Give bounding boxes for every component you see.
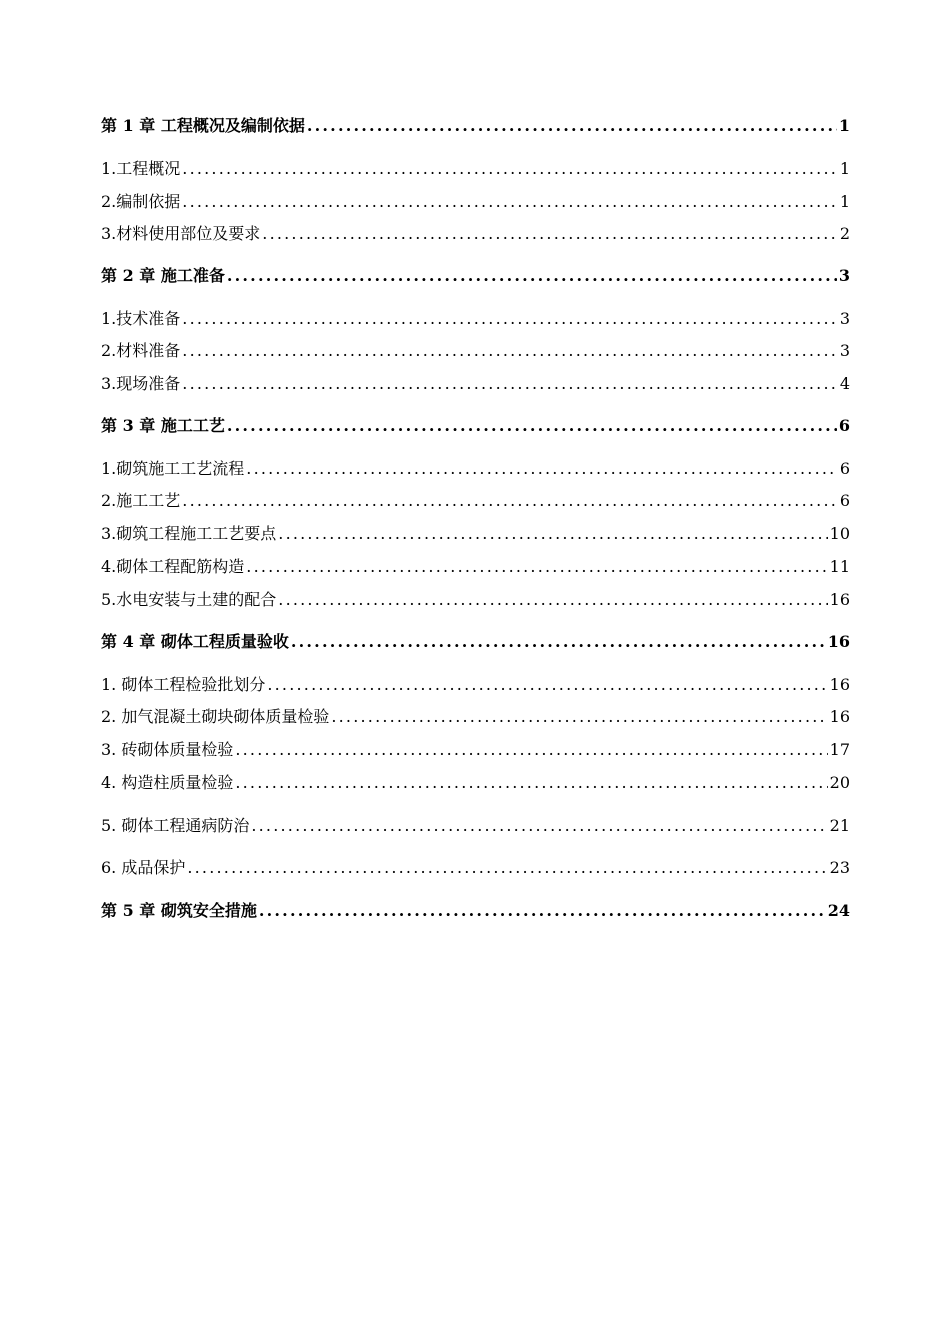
toc-chapter-2[interactable] (101, 264, 850, 288)
dot-leader (235, 771, 827, 795)
toc-entry[interactable] (101, 307, 850, 331)
dot-leader (246, 457, 838, 481)
toc-entry-label: 第 3 章 施工工艺 (101, 416, 225, 435)
toc-entry[interactable] (101, 555, 850, 579)
toc-entry-label: 第 1 章 工程概况及编制依据 (101, 116, 305, 135)
dot-leader (227, 264, 837, 288)
toc-entry-label: 第 5 章 砌筑安全措施 (101, 901, 257, 920)
toc-entry-label: 1.砌筑施工工艺流程 (101, 459, 245, 478)
toc-entry[interactable] (101, 190, 850, 214)
dot-leader (331, 705, 827, 729)
toc-entry-label: 1.工程概况 (101, 159, 181, 178)
toc-entry[interactable] (101, 222, 850, 246)
toc-entry-label: 4.砌体工程配筋构造 (101, 557, 245, 576)
dot-leader (307, 114, 837, 138)
dot-leader (267, 673, 827, 697)
toc-page-number: 6 (838, 416, 850, 435)
toc-page-number: 16 (829, 675, 850, 694)
toc-entry-label: 2.施工工艺 (101, 491, 181, 510)
toc-page-number: 16 (829, 707, 850, 726)
dot-leader (182, 157, 838, 181)
toc-entry-label: 3.材料使用部位及要求 (101, 224, 261, 243)
toc-entry-label: 1. 砌体工程检验批划分 (101, 675, 266, 694)
toc-page-number: 3 (839, 309, 850, 328)
dot-leader (182, 489, 838, 513)
toc-entry[interactable] (101, 738, 850, 762)
toc-entry-label: 3. 砖砌体质量检验 (101, 740, 234, 759)
dot-leader (278, 588, 827, 612)
toc-entry[interactable] (101, 522, 850, 546)
toc-entry-label: 5.水电安装与土建的配合 (101, 590, 277, 609)
toc-entry-label: 1.技术准备 (101, 309, 181, 328)
dot-leader (259, 899, 826, 923)
toc-entry-label: 5. 砌体工程通病防治 (101, 816, 250, 835)
toc-page-number: 6 (839, 459, 850, 478)
toc-chapter-3[interactable] (101, 414, 850, 438)
toc-page-number: 16 (827, 632, 850, 651)
toc-page-number: 11 (829, 557, 850, 576)
dot-leader (182, 372, 838, 396)
toc-entry-label: 2.材料准备 (101, 341, 181, 360)
toc-chapter-5[interactable] (101, 899, 850, 923)
toc-entry[interactable] (101, 157, 850, 181)
toc-entry-label: 3.砌筑工程施工工艺要点 (101, 524, 277, 543)
dot-leader (235, 738, 827, 762)
toc-entry[interactable] (101, 588, 850, 612)
toc-page-number: 20 (829, 773, 850, 792)
dot-leader (187, 856, 827, 880)
dot-leader (291, 630, 826, 654)
toc-entry[interactable] (101, 372, 850, 396)
toc-page-number: 21 (829, 816, 850, 835)
toc-entry-label: 3.现场准备 (101, 374, 181, 393)
toc-chapter-4[interactable] (101, 630, 850, 654)
dot-leader (251, 814, 827, 838)
toc-entry-label: 6. 成品保护 (101, 858, 186, 877)
toc-page-number: 1 (838, 116, 850, 135)
toc-entry[interactable] (101, 489, 850, 513)
toc-page-number: 6 (839, 491, 850, 510)
dot-leader (227, 414, 837, 438)
dot-leader (246, 555, 827, 579)
toc-chapter-1[interactable] (101, 114, 850, 138)
toc-page-number: 3 (838, 266, 850, 285)
toc-page-number: 16 (829, 590, 850, 609)
toc-page-number: 4 (839, 374, 850, 393)
toc-entry-label: 第 4 章 砌体工程质量验收 (101, 632, 289, 651)
toc-page-number: 17 (829, 740, 850, 759)
dot-leader (182, 307, 838, 331)
dot-leader (182, 190, 838, 214)
dot-leader (262, 222, 838, 246)
toc-page-number: 1 (839, 192, 850, 211)
toc-entry[interactable] (101, 856, 850, 880)
toc-page-number: 2 (839, 224, 850, 243)
toc-entry-label: 2. 加气混凝土砌块砌体质量检验 (101, 707, 330, 726)
toc-entry-label: 4. 构造柱质量检验 (101, 773, 234, 792)
dot-leader (182, 339, 838, 363)
toc-entry[interactable] (101, 771, 850, 795)
toc-entry[interactable] (101, 705, 850, 729)
toc-page-number: 23 (829, 858, 850, 877)
toc-entry[interactable] (101, 339, 850, 363)
dot-leader (278, 522, 827, 546)
toc-page-number: 3 (839, 341, 850, 360)
toc-entry[interactable] (101, 457, 850, 481)
toc-page-number: 10 (829, 524, 850, 543)
toc-entry-label: 第 2 章 施工准备 (101, 266, 225, 285)
toc-entry-label: 2.编制依据 (101, 192, 181, 211)
toc-page-number: 1 (839, 159, 850, 178)
toc-entry[interactable] (101, 673, 850, 697)
toc-entry[interactable] (101, 814, 850, 838)
toc-page-number: 24 (827, 901, 850, 920)
